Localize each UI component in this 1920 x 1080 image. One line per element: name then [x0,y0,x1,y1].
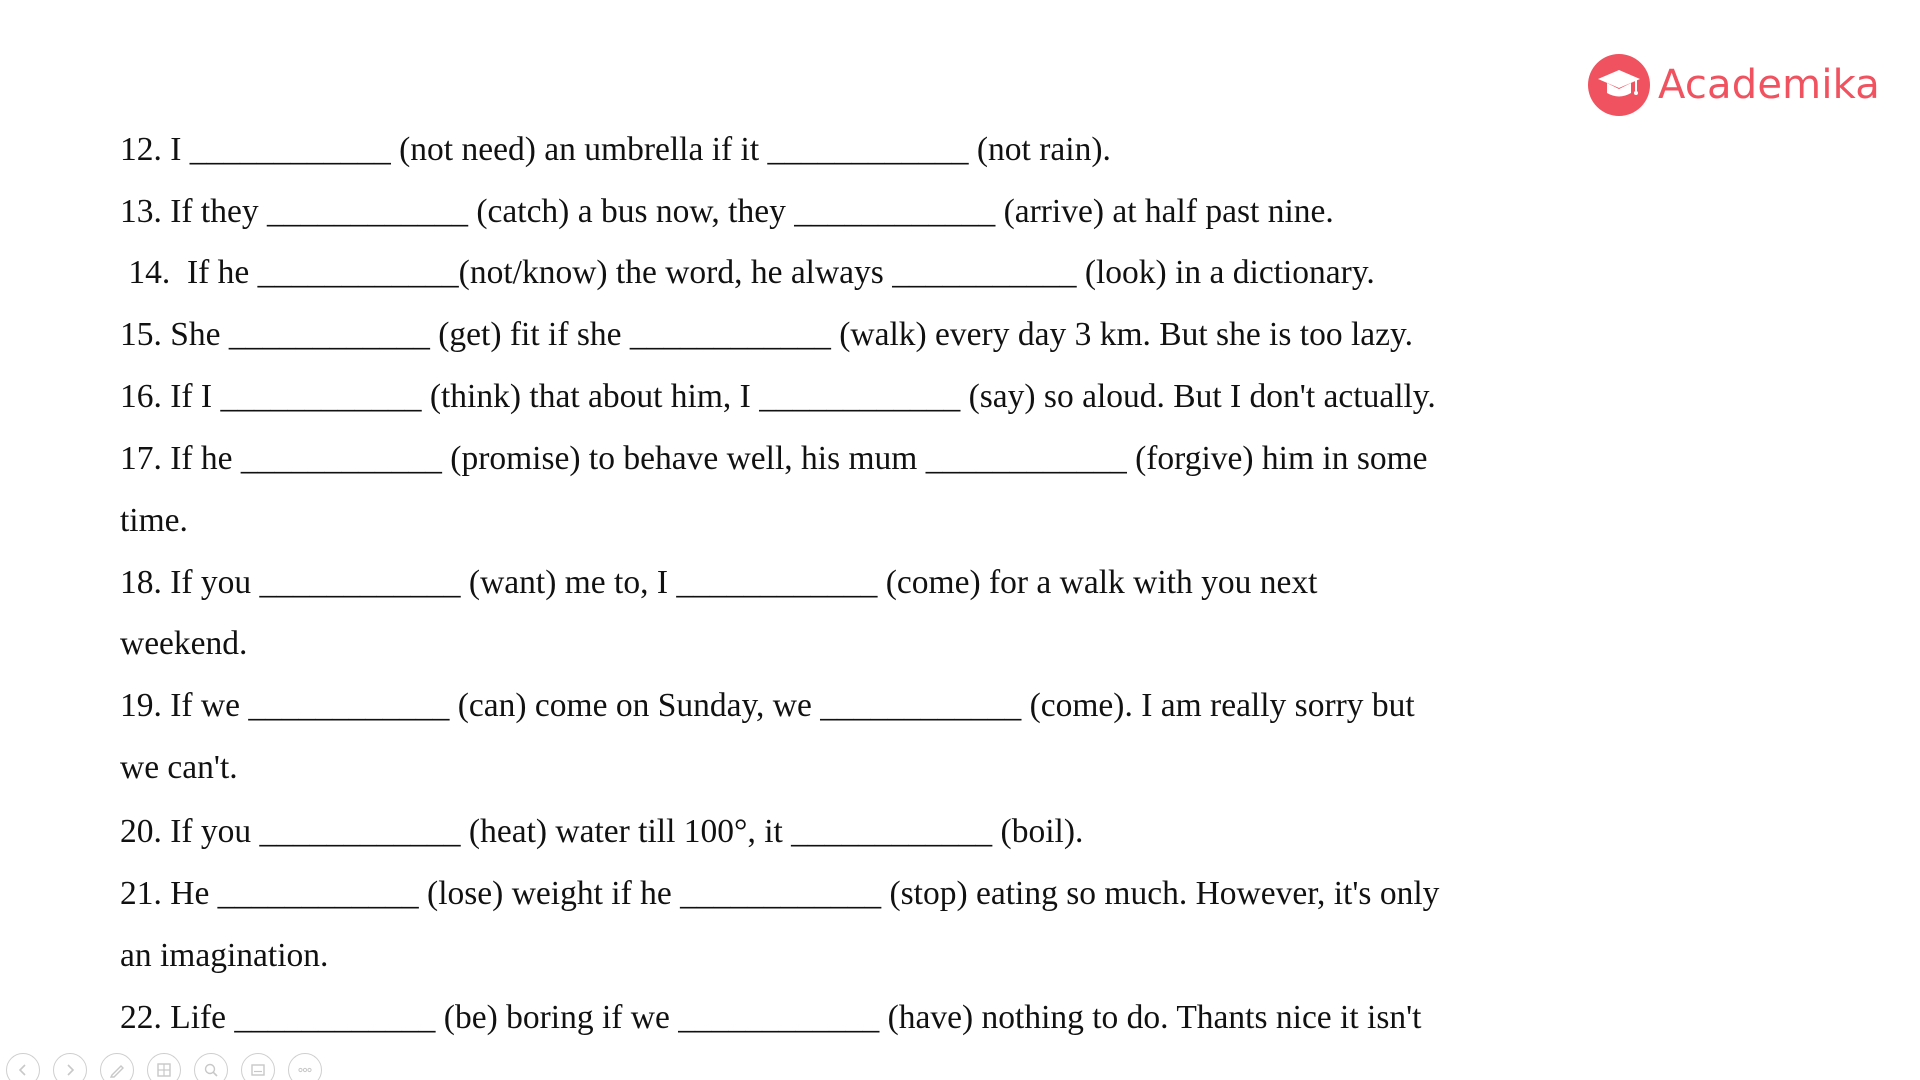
pen-button[interactable] [100,1053,134,1080]
previous-slide-icon [15,1062,31,1078]
exercise-18-continuation: weekend. [120,625,248,662]
logo-badge [1588,54,1650,116]
next-slide-icon [62,1062,78,1078]
zoom-icon [202,1061,220,1079]
zoom-button[interactable] [194,1053,228,1080]
exercise-17-continuation: time. [120,502,188,539]
exercise-21: 21. He ____________ (lose) weight if he ____________ (stop) eating so much. However, it's only [120,875,1440,912]
subtitles-button[interactable] [241,1053,275,1080]
pen-icon [108,1061,126,1079]
slides-view-button[interactable] [147,1053,181,1080]
exercise-12: 12. I ____________ (not need) an umbrella if it ____________ (not rain). [120,131,1111,168]
graduation-cap-icon [1597,67,1641,103]
exercise-18: 18. If you ____________ (want) me to, I ____________ (come) for a walk with you next [120,564,1318,601]
exercise-15: 15. She ____________ (get) fit if she ____________ (walk) every day 3 km. But she is too lazy. [120,316,1413,353]
slides-view-icon [155,1061,173,1079]
exercise-22: 22. Life ____________ (be) boring if we ____________ (have) nothing to do. Thants nice it isn't [120,999,1422,1036]
subtitles-icon [249,1061,267,1079]
previous-slide-button[interactable] [6,1053,40,1080]
logo-wordmark: Academika [1658,62,1881,108]
exercise-19: 19. If we ____________ (can) come on Sunday, we ____________ (come). I am really sorry but [120,687,1415,724]
academika-logo [1588,54,1880,116]
exercise-20: 20. If you ____________ (heat) water till 100°, it ____________ (boil). [120,813,1084,850]
exercise-19-continuation: we can't. [120,749,238,786]
next-slide-button[interactable] [53,1053,87,1080]
exercise-14: 14. If he ____________(not/know) the word, he always ___________ (look) in a dictionary. [120,254,1375,291]
exercise-21-continuation: an imagination. [120,937,329,974]
more-options-button[interactable] [288,1053,322,1080]
exercise-13: 13. If they ____________ (catch) a bus now, they ____________ (arrive) at half past nine. [120,193,1334,230]
more-options-icon [296,1061,314,1079]
exercise-16: 16. If I ____________ (think) that about him, I ____________ (say) so aloud. But I don't actually. [120,378,1436,415]
exercise-17: 17. If he ____________ (promise) to behave well, his mum ____________ (forgive) him in some [120,440,1428,477]
slideshow-controls [6,1053,335,1080]
